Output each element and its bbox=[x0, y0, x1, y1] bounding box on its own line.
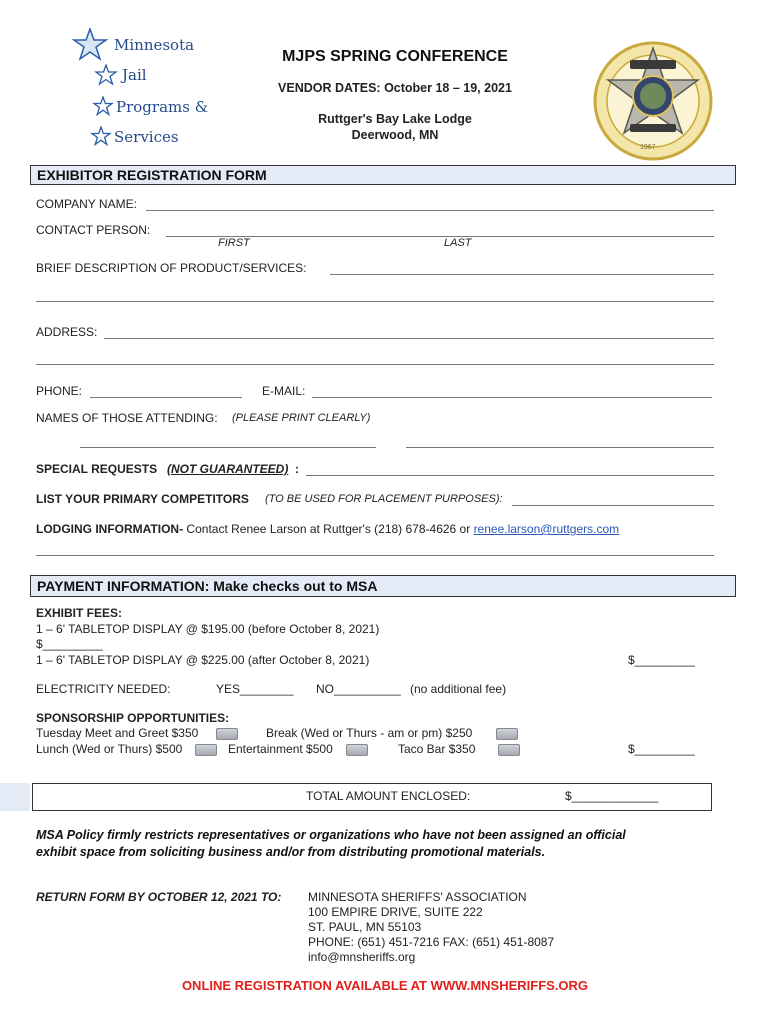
description-field-2[interactable] bbox=[36, 301, 714, 302]
sponsor-entertainment-checkbox[interactable] bbox=[346, 744, 368, 756]
sponsor-taco-bar: Taco Bar $350 bbox=[398, 742, 476, 756]
exhibitor-heading: EXHIBITOR REGISTRATION FORM bbox=[37, 167, 267, 183]
sponsorship-label: SPONSORSHIP OPPORTUNITIES: bbox=[36, 711, 230, 725]
electricity-no[interactable]: NO__________ bbox=[316, 682, 401, 696]
contact-label: CONTACT PERSON: bbox=[36, 223, 151, 237]
attendee-field-1[interactable] bbox=[80, 447, 376, 448]
fee-before: 1 – 6' TABLETOP DISPLAY @ $195.00 (before October 8, 2021) bbox=[36, 622, 380, 636]
star-icon bbox=[94, 64, 118, 86]
lodging-info bbox=[36, 522, 619, 536]
total-label: TOTAL AMOUNT ENCLOSED: bbox=[306, 789, 471, 803]
payment-heading: PAYMENT INFORMATION: Make checks out to MSA bbox=[37, 578, 378, 594]
special-note: (NOT GUARANTEED) bbox=[167, 462, 289, 476]
lodging-text: Contact Renee Larson at Ruttger's (218) 678-4626 or bbox=[183, 522, 474, 536]
company-name-field[interactable] bbox=[146, 210, 714, 211]
last-label: LAST bbox=[444, 237, 472, 249]
exhibit-fees-label: EXHIBIT FEES: bbox=[36, 606, 123, 620]
electricity-yes[interactable]: YES________ bbox=[216, 682, 294, 696]
logo-line-3: Programs & bbox=[116, 98, 209, 116]
sponsor-entertainment: Entertainment $500 bbox=[228, 742, 333, 756]
exhibitor-section-header bbox=[30, 165, 736, 185]
sponsor-break-checkbox[interactable] bbox=[496, 728, 518, 740]
seal-footer: 1967 bbox=[640, 144, 656, 151]
lodging-field[interactable] bbox=[36, 555, 714, 556]
star-icon bbox=[72, 28, 108, 62]
return-address-line-4: PHONE: (651) 451-7216 FAX: (651) 451-8087 bbox=[308, 935, 555, 949]
description-field-1[interactable] bbox=[330, 274, 714, 275]
return-label: RETURN FORM BY OCTOBER 12, 2021 TO: bbox=[36, 890, 282, 904]
electricity-label: ELECTRICITY NEEDED: bbox=[36, 682, 171, 696]
phone-label: PHONE: bbox=[36, 384, 83, 398]
sponsor-meet-greet-checkbox[interactable] bbox=[216, 728, 238, 740]
lodging-label: LODGING INFORMATION- bbox=[36, 522, 184, 536]
email-field[interactable] bbox=[312, 397, 712, 398]
star-icon bbox=[90, 126, 112, 146]
first-label: FIRST bbox=[218, 237, 250, 249]
description-label: BRIEF DESCRIPTION OF PRODUCT/SERVICES: bbox=[36, 261, 307, 275]
total-amount[interactable]: $_____________ bbox=[565, 789, 659, 803]
special-label: SPECIAL REQUESTS bbox=[36, 462, 158, 476]
email-label: E-MAIL: bbox=[262, 384, 306, 398]
logo-line-4: Services bbox=[114, 128, 179, 146]
competitors-note: (TO BE USED FOR PLACEMENT PURPOSES): bbox=[265, 493, 503, 505]
return-address-line-1: MINNESOTA SHERIFFS' ASSOCIATION bbox=[308, 890, 527, 904]
logo-line-1: Minnesota bbox=[114, 36, 195, 54]
return-address-line-3: ST. PAUL, MN 55103 bbox=[308, 920, 422, 934]
return-email[interactable]: info@mnsheriffs.org bbox=[308, 950, 416, 964]
logo-line-2: Jail bbox=[122, 66, 147, 84]
address-field-1[interactable] bbox=[104, 338, 714, 339]
total-box bbox=[32, 783, 712, 811]
special-requests-field[interactable] bbox=[306, 475, 714, 476]
sponsor-lunch: Lunch (Wed or Thurs) $500 bbox=[36, 742, 183, 756]
fee-before-amount[interactable]: $_________ bbox=[36, 637, 103, 651]
address-label: ADDRESS: bbox=[36, 325, 98, 339]
page-title: MJPS SPRING CONFERENCE bbox=[282, 48, 508, 65]
sheriffs-seal bbox=[592, 40, 714, 162]
venue-name: Ruttger's Bay Lake Lodge bbox=[318, 112, 472, 126]
fee-after-amount[interactable]: $_________ bbox=[628, 653, 695, 667]
sponsor-break: Break (Wed or Thurs - am or pm) $250 bbox=[266, 726, 473, 740]
sponsor-amount[interactable]: $_________ bbox=[628, 742, 695, 756]
attending-label: NAMES OF THOSE ATTENDING: bbox=[36, 411, 218, 425]
company-label: COMPANY NAME: bbox=[36, 197, 137, 211]
policy-line-1: MSA Policy firmly restricts representatives or organizations who have not been assigned an official bbox=[36, 828, 626, 842]
attending-note: (PLEASE PRINT CLEARLY) bbox=[232, 412, 371, 424]
phone-field[interactable] bbox=[90, 397, 242, 398]
competitors-label: LIST YOUR PRIMARY COMPETITORS bbox=[36, 492, 249, 506]
competitors-field[interactable] bbox=[512, 505, 714, 506]
address-field-2[interactable] bbox=[36, 364, 714, 365]
sponsor-taco-bar-checkbox[interactable] bbox=[498, 744, 520, 756]
payment-section-header bbox=[30, 575, 736, 597]
policy-line-2: exhibit space from soliciting business and/or from distributing promotional materials. bbox=[36, 845, 546, 859]
special-colon: : bbox=[295, 462, 299, 476]
venue-city: Deerwood, MN bbox=[351, 128, 439, 142]
sponsor-lunch-checkbox[interactable] bbox=[195, 744, 217, 756]
attendee-field-2[interactable] bbox=[406, 447, 714, 448]
return-address-line-2: 100 EMPIRE DRIVE, SUITE 222 bbox=[308, 905, 483, 919]
lodging-email-link[interactable]: renee.larson@ruttgers.com bbox=[473, 522, 620, 536]
vendor-dates: VENDOR DATES: October 18 – 19, 2021 bbox=[278, 81, 512, 95]
no-fee-note: (no additional fee) bbox=[410, 682, 507, 696]
fee-after: 1 – 6' TABLETOP DISPLAY @ $225.00 (after October 8, 2021) bbox=[36, 653, 370, 667]
mjps-logo bbox=[70, 28, 220, 148]
sponsor-meet-greet: Tuesday Meet and Greet $350 bbox=[36, 726, 199, 740]
online-registration[interactable]: ONLINE REGISTRATION AVAILABLE AT WWW.MNSHERIFFS.ORG bbox=[181, 978, 589, 993]
side-tab bbox=[0, 783, 30, 811]
star-icon bbox=[92, 96, 114, 116]
